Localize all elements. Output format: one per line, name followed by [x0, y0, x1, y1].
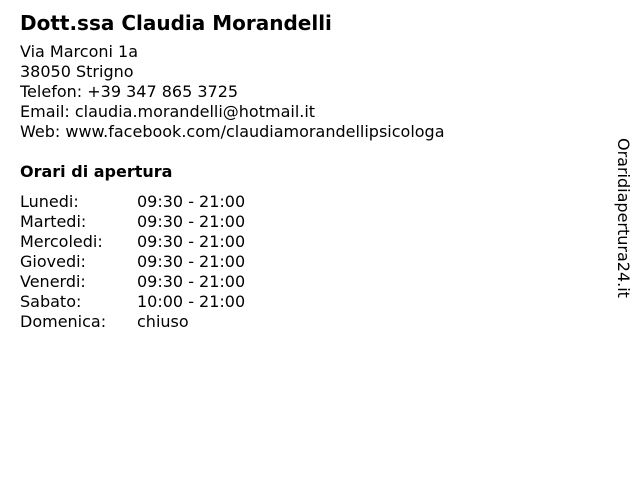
hours-row-tuesday [20, 212, 600, 232]
hours-day: Martedi: [20, 212, 87, 231]
phone-line: Telefon: +39 347 865 3725 [20, 82, 239, 101]
hours-time: 09:30 - 21:00 [137, 232, 246, 251]
hours-row-friday [20, 272, 600, 292]
hours-day: Venerdi: [20, 272, 86, 291]
address-line-street: Via Marconi 1a [20, 42, 139, 61]
hours-time: chiuso [137, 312, 189, 331]
hours-row-wednesday [20, 232, 600, 252]
hours-row-sunday [20, 312, 600, 332]
hours-row-thursday [20, 252, 600, 272]
address-line-city: 38050 Strigno [20, 62, 134, 81]
hours-day: Giovedi: [20, 252, 86, 271]
hours-day: Lunedi: [20, 192, 79, 211]
opening-hours-heading: Orari di apertura [20, 162, 173, 181]
hours-day: Sabato: [20, 292, 82, 311]
hours-row-saturday [20, 292, 600, 312]
email-line: Email: claudia.morandelli@hotmail.it [20, 102, 316, 121]
hours-time: 09:30 - 21:00 [137, 192, 246, 211]
site-brand-label: Oraridiapertura24.it [614, 138, 633, 298]
hours-time: 09:30 - 21:00 [137, 212, 246, 231]
hours-time: 09:30 - 21:00 [137, 252, 246, 271]
opening-hours-table [20, 192, 600, 332]
hours-row-monday [20, 192, 600, 212]
hours-time: 09:30 - 21:00 [137, 272, 246, 291]
business-card [20, 10, 600, 332]
hours-day: Domenica: [20, 312, 107, 331]
web-line: Web: www.facebook.com/claudiamorandellipsicologa [20, 122, 445, 141]
business-name: Dott.ssa Claudia Morandelli [20, 11, 332, 35]
hours-day: Mercoledi: [20, 232, 103, 251]
hours-time: 10:00 - 21:00 [137, 292, 246, 311]
